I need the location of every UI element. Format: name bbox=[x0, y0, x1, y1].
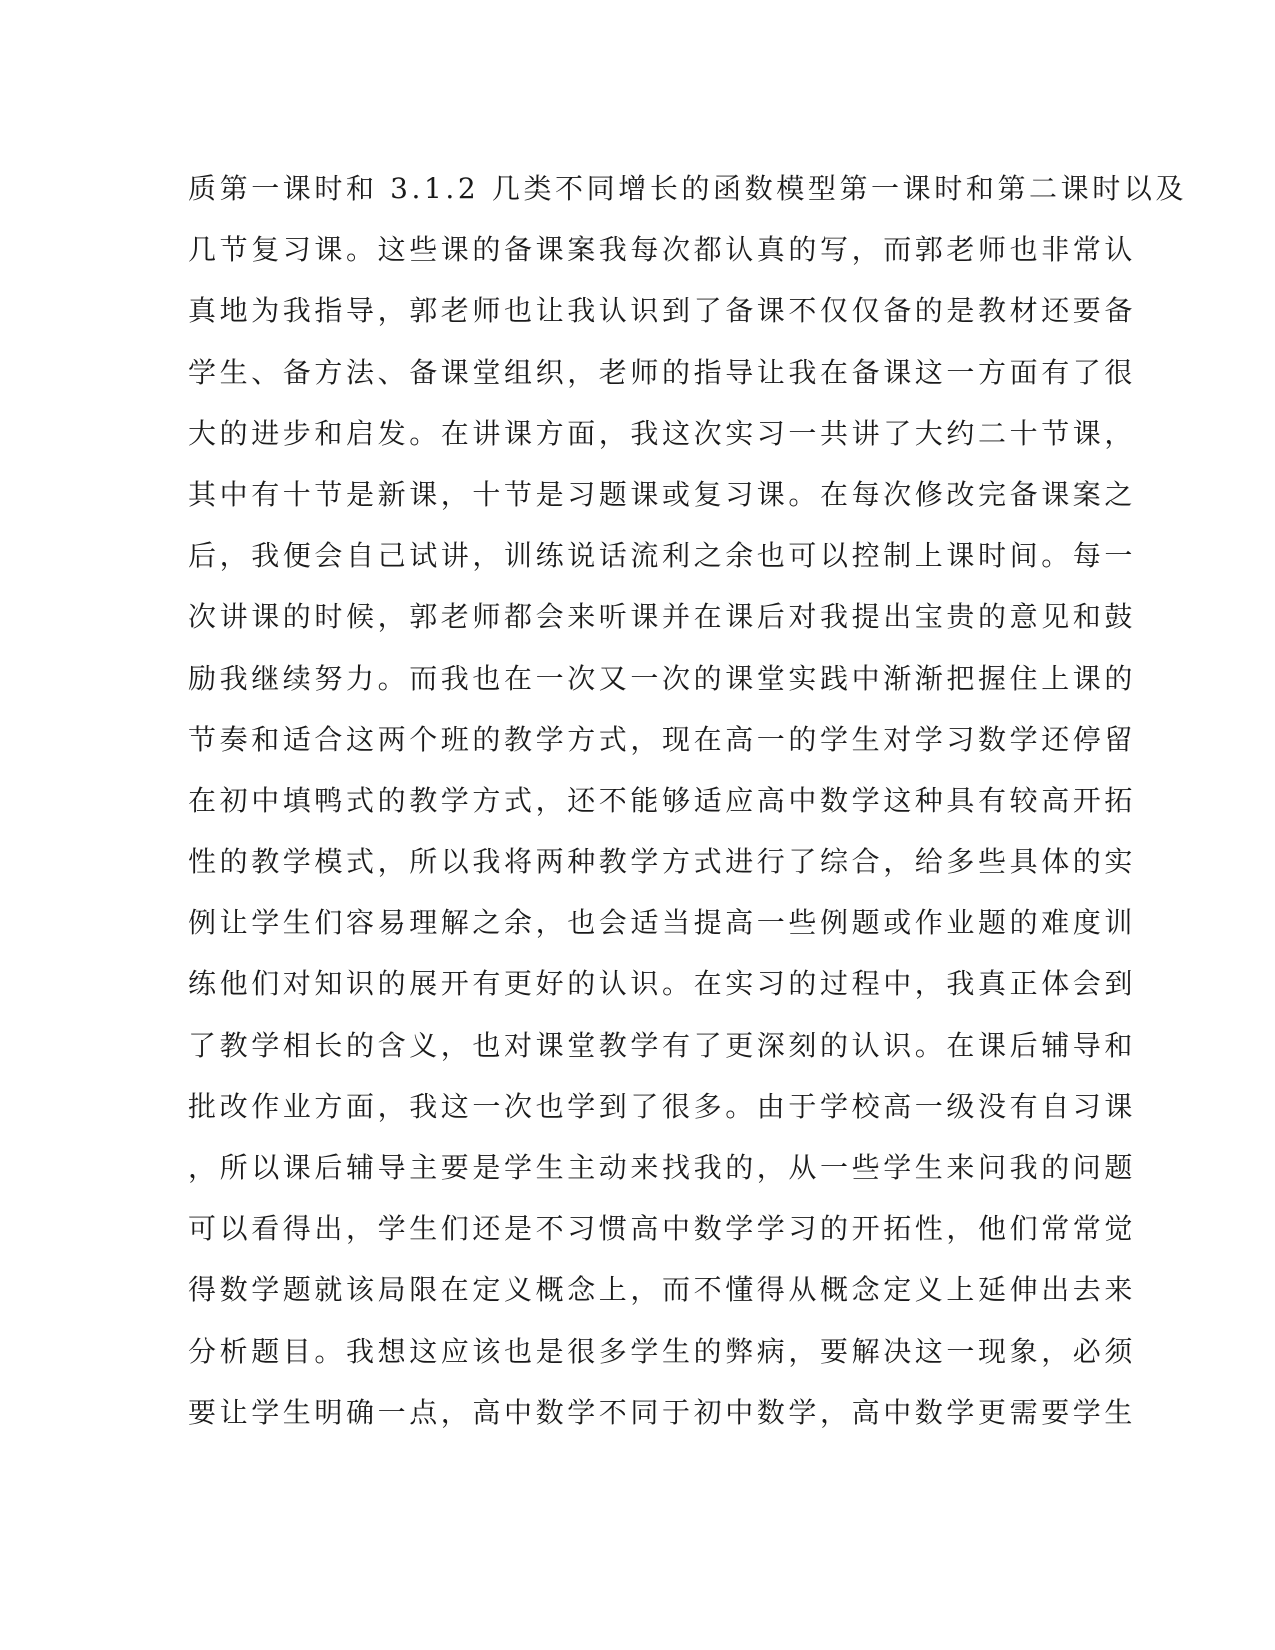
text-line: 可以看得出，学生们还是不习惯高中数学学习的开拓性，他们常常觉 bbox=[188, 1212, 1137, 1246]
text-line: 练他们对知识的展开有更好的认识。在实习的过程中，我真正体会到 bbox=[188, 967, 1137, 1001]
text-line: 次讲课的时候，郭老师都会来听课并在课后对我提出宝贵的意见和鼓 bbox=[188, 600, 1137, 634]
text-line: 性的教学模式，所以我将两种教学方式进行了综合，给多些具体的实 bbox=[188, 845, 1137, 879]
text-line: 大的进步和启发。在讲课方面，我这次实习一共讲了大约二十节课， bbox=[188, 416, 1137, 450]
text-line: 例让学生们容易理解之余，也会适当提高一些例题或作业题的难度训 bbox=[188, 906, 1137, 940]
text-line: 几节复习课。这些课的备课案我每次都认真的写，而郭老师也非常认 bbox=[188, 233, 1137, 267]
text-line: 了教学相长的含义，也对课堂教学有了更深刻的认识。在课后辅导和 bbox=[188, 1028, 1137, 1062]
text-line: 其中有十节是新课，十节是习题课或复习课。在每次修改完备课案之 bbox=[188, 477, 1137, 511]
text-line: 在初中填鸭式的教学方式，还不能够适应高中数学这种具有较高开拓 bbox=[188, 783, 1137, 817]
text-line: 后，我便会自己试讲，训练说话流利之余也可以控制上课时间。每一 bbox=[188, 539, 1137, 573]
text-line: 质第一课时和 3.1.2 几类不同增长的函数模型第一课时和第二课时以及 bbox=[188, 172, 1188, 205]
text-line: 分析题目。我想这应该也是很多学生的弊病，要解决这一现象，必须 bbox=[188, 1334, 1137, 1368]
body-paragraph bbox=[188, 158, 1188, 1443]
text-line: 得数学题就该局限在定义概念上，而不懂得从概念定义上延伸出去来 bbox=[188, 1273, 1137, 1307]
text-line: 节奏和适合这两个班的教学方式，现在高一的学生对学习数学还停留 bbox=[188, 722, 1137, 756]
text-line: 要让学生明确一点，高中数学不同于初中数学，高中数学更需要学生 bbox=[188, 1395, 1137, 1429]
text-line: 批改作业方面，我这一次也学到了很多。由于学校高一级没有自习课 bbox=[188, 1089, 1137, 1123]
text-line: 学生、备方法、备课堂组织，老师的指导让我在备课这一方面有了很 bbox=[188, 355, 1137, 389]
text-line: 励我继续努力。而我也在一次又一次的课堂实践中渐渐把握住上课的 bbox=[188, 661, 1137, 695]
text-line: 真地为我指导，郭老师也让我认识到了备课不仅仅备的是教材还要备 bbox=[188, 294, 1137, 328]
text-line: ，所以课后辅导主要是学生主动来找我的，从一些学生来问我的问题 bbox=[188, 1151, 1137, 1184]
